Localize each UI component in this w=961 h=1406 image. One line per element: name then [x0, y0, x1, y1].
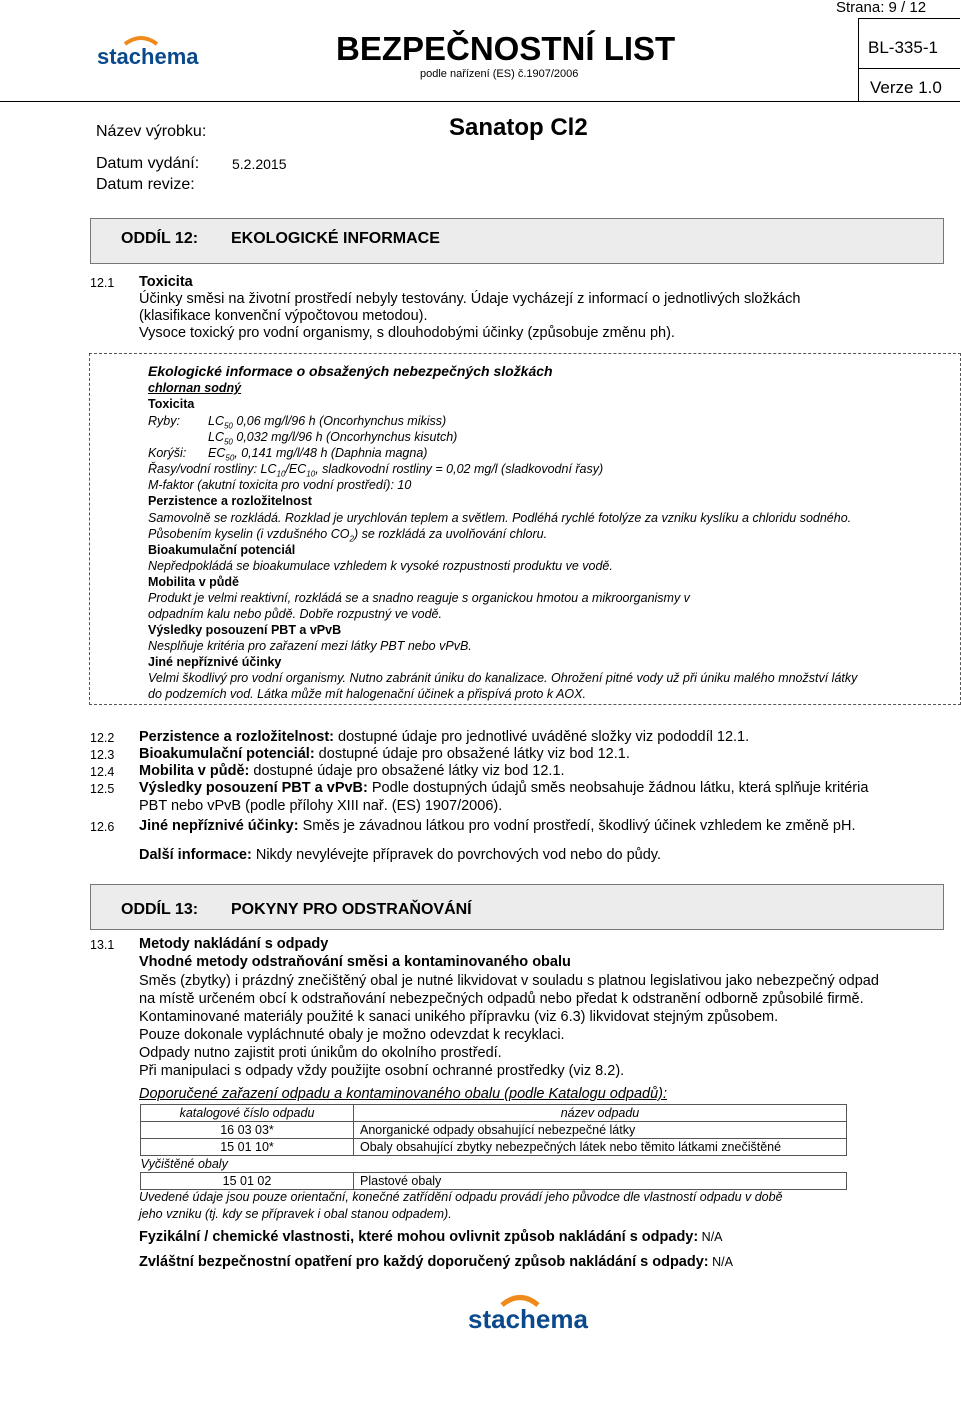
- subsection-number: 12.1: [90, 276, 115, 290]
- bioaccumulation-summary: Bioakumulační potenciál: dostupné údaje pro obsažené látky viz bod 12.1.: [139, 746, 630, 762]
- persistence-heading: Perzistence a rozložitelnost: [148, 494, 312, 508]
- table-cell-code: 16 03 03*: [141, 1122, 354, 1139]
- note-line: jeho vzniku (tj. kdy se přípravek i obal stanou odpadem).: [139, 1207, 452, 1221]
- paragraph-line: na místě určeném obcí k odstraňování nebezpečných odpadů nebo předat k odstranění odborně způsobilé firmě.: [139, 991, 864, 1007]
- table-row: [141, 1173, 847, 1190]
- table-header-code: katalogové číslo odpadu: [141, 1105, 354, 1122]
- m-factor-line: M-faktor (akutní toxicita pro vodní prostředí): 10: [148, 478, 412, 492]
- paragraph-line: (klasifikace konvenční výpočtovou metodou).: [139, 308, 428, 324]
- persistence-line: Samovolně se rozkládá. Rozklad je urychlován teplem a světlem. Podléhá rychlé fotolýze za vzniku kyslíku a chloridu sodného.: [148, 511, 852, 525]
- table-cell-code: 15 01 10*: [141, 1139, 354, 1156]
- pbt-line: Nesplňuje kritéria pro zařazení mezi látky PBT nebo vPvB.: [148, 639, 472, 653]
- issue-date: 5.2.2015: [232, 156, 287, 172]
- pbt-summary-cont: PBT nebo vPvB (podle přílohy XIII nař. (ES) 1907/2006).: [139, 798, 503, 814]
- subsection-subtitle: Vhodné metody odstraňování směsi a kontaminovaného obalu: [139, 954, 571, 970]
- pbt-heading: Výsledky posouzení PBT a vPvB: [148, 623, 342, 637]
- substance-name: chlornan sodný: [148, 381, 242, 395]
- subsection-number: 12.5: [90, 782, 115, 796]
- company-logo: [95, 32, 199, 76]
- other-effects-summary: Jiné nepříznivé účinky: Směs je závadnou látkou pro vodní prostředí, škodlivý účinek vzhledem ke změně pH.: [139, 818, 856, 834]
- page-number: Strana: 9 / 12: [836, 0, 927, 16]
- persistence-line: Působením kyselin (i vzdušného $CO_2$) se rozkládá za uvolňování chloru.: [148, 527, 548, 544]
- other-effects-heading: Jiné nepříznivé účinky: [148, 655, 282, 669]
- table-cell-name: Plastové obaly: [354, 1173, 847, 1190]
- toxicity-heading: Toxicita: [148, 397, 195, 411]
- product-label: Název výrobku:: [96, 123, 207, 140]
- section-13-title: POKYNY PRO ODSTRAŇOVÁNÍ: [231, 901, 472, 918]
- fish-value-2: $LC_{50}$ 0,032 mg/l/96 h (Oncorhynchus kisutch): [208, 430, 458, 447]
- header-rule-mid: [858, 68, 960, 69]
- persistence-summary: Perzistence a rozložitelnost: dostupné údaje pro jednotlivé uváděné složky viz pododdíl 12.1.: [139, 729, 750, 745]
- special-measures-line: Zvláštní bezpečnostní opatření pro každý doporučený způsob nakládání s odpady: N/A: [139, 1254, 733, 1270]
- header-rule-top: [858, 18, 960, 19]
- section-12-header: [90, 218, 944, 264]
- bioaccumulation-heading: Bioakumulační potenciál: [148, 543, 296, 557]
- subsection-number: 12.3: [90, 748, 115, 762]
- fish-label: Ryby:: [148, 414, 180, 428]
- physical-properties-line: Fyzikální / chemické vlastnosti, které mohou ovlivnit způsob nakládání s odpady: N/A: [139, 1229, 723, 1245]
- mobility-heading: Mobilita v půdě: [148, 575, 239, 589]
- mobility-summary: Mobilita v půdě: dostupné údaje pro obsažené látky viz bod 12.1.: [139, 763, 565, 779]
- table-header-name: název odpadu: [354, 1105, 847, 1122]
- eco-heading: Ekologické informace o obsažených nebezpečných složkách: [148, 363, 553, 379]
- algae-line: Řasy/vodní rostliny: $LC_{10}/EC_{10}$, sladkovodní rostliny = 0,02 mg/l (sladkovodní řasy): [148, 462, 604, 479]
- footer-logo: [466, 1290, 588, 1342]
- subsection-number: 12.2: [90, 731, 115, 745]
- subsection-title: Metody nakládání s odpady: [139, 936, 329, 952]
- table-subheading-row: [141, 1156, 847, 1173]
- revision-label: Datum revize:: [96, 176, 195, 193]
- crustacean-value: $EC_{50}$, 0,141 mg/l/48 h (Daphnia magna): [208, 446, 428, 463]
- paragraph-line: Kontaminované materiály použité k sanaci unikého přípravku (viz 6.3) likvidovat stejným způsobem.: [139, 1009, 779, 1025]
- document-title: BEZPEČNOSTNÍ LIST: [336, 30, 676, 67]
- paragraph-line: Odpady nutno zajistit proti únikům do okolního prostředí.: [139, 1045, 502, 1061]
- paragraph-line: Při manipulaci s odpady vždy použijte osobní ochranné prostředky (viz 8.2).: [139, 1063, 625, 1079]
- section-12-title: EKOLOGICKÉ INFORMACE: [231, 230, 440, 247]
- fish-value-1: $LC_{50}$ 0,06 mg/l/96 h (Oncorhynchus mikiss): [208, 414, 447, 431]
- paragraph-line: Pouze dokonale vypláchnuté obaly je možno odevzdat k recyklaci.: [139, 1027, 565, 1043]
- section-13-header: [90, 884, 944, 930]
- version-label: Verze 1.0: [870, 78, 942, 97]
- mobility-line: odpadním kalu nebo půdě. Dobře rozpustný ve vodě.: [148, 607, 442, 621]
- waste-catalog-table: [140, 1104, 847, 1190]
- note-line: Uvedené údaje jsou pouze orientační, konečné zatřídění odpadu provádí jeho původce dle vlastností odpadu v době: [139, 1190, 783, 1204]
- paragraph-line: Účinky směsi na životní prostředí nebyly testovány. Údaje vycházejí z informací o jednotlivých složkách: [139, 291, 801, 307]
- section-13-code: ODDÍL 13:: [121, 901, 199, 918]
- document-code: BL-335-1: [868, 38, 938, 57]
- table-header-row: [141, 1105, 847, 1122]
- subsection-number: 13.1: [90, 938, 115, 952]
- further-info: Další informace: Nikdy nevylévejte přípravek do povrchových vod nebo do půdy.: [139, 847, 662, 863]
- table-cell-name: Anorganické odpady obsahující nebezpečné látky: [354, 1122, 847, 1139]
- table-row: [141, 1122, 847, 1139]
- section-12-code: ODDÍL 12:: [121, 230, 199, 247]
- pbt-summary: Výsledky posouzení PBT a vPvB: Podle dostupných údajů směs neobsahuje žádnou látku, která splňuje kritéria: [139, 780, 869, 796]
- header-rule-bottom: [0, 101, 960, 102]
- paragraph-line: Směs (zbytky) i prázdný znečištěný obal je nutné likvidovat v souladu s platnou legislativou jako nebezpečný odpad: [139, 973, 879, 989]
- issue-label: Datum vydání:: [96, 155, 200, 172]
- subsection-number: 12.4: [90, 765, 115, 779]
- product-name: Sanatop Cl2: [449, 114, 588, 141]
- document-subtitle: podle nařízení (ES) č.1907/2006: [420, 68, 579, 80]
- table-cell-code: 15 01 02: [141, 1173, 354, 1190]
- table-row: [141, 1139, 847, 1156]
- catalog-heading: Doporučené zařazení odpadu a kontaminovaného obalu (podle Katalogu odpadů):: [139, 1086, 668, 1102]
- crustacean-label: Korýši:: [148, 446, 187, 460]
- mobility-line: Produkt je velmi reaktivní, rozkládá se a snadno reaguje s organickou hmotou a mikroorganismy v: [148, 591, 690, 605]
- bioaccumulation-line: Nepředpokládá se bioakumulace vzhledem k vysoké rozpustnosti produktu ve vodě.: [148, 559, 613, 573]
- table-subheading: Vyčištěné obaly: [140, 1157, 228, 1171]
- table-cell-name: Obaly obsahující zbytky nebezpečných látek nebo těmito látkami znečištěné: [354, 1139, 847, 1156]
- header-vline: [858, 18, 859, 102]
- subsection-title: Toxicita: [139, 274, 193, 290]
- other-effects-line: do podzemích vod. Látka může mít halogenační účinek a přispívá proto k AOX.: [148, 687, 586, 701]
- other-effects-line: Velmi škodlivý pro vodní organismy. Nutno zabránit úniku do kanalizace. Ohrožení pitné vody už při úniku malého množství látky: [148, 671, 858, 685]
- subsection-number: 12.6: [90, 820, 115, 834]
- svg-text:stachema: stachema: [97, 44, 199, 69]
- svg-text:stachema: stachema: [468, 1304, 588, 1334]
- paragraph-line: Vysoce toxický pro vodní organismy, s dlouhodobými účinky (způsobuje změnu ph).: [139, 325, 675, 341]
